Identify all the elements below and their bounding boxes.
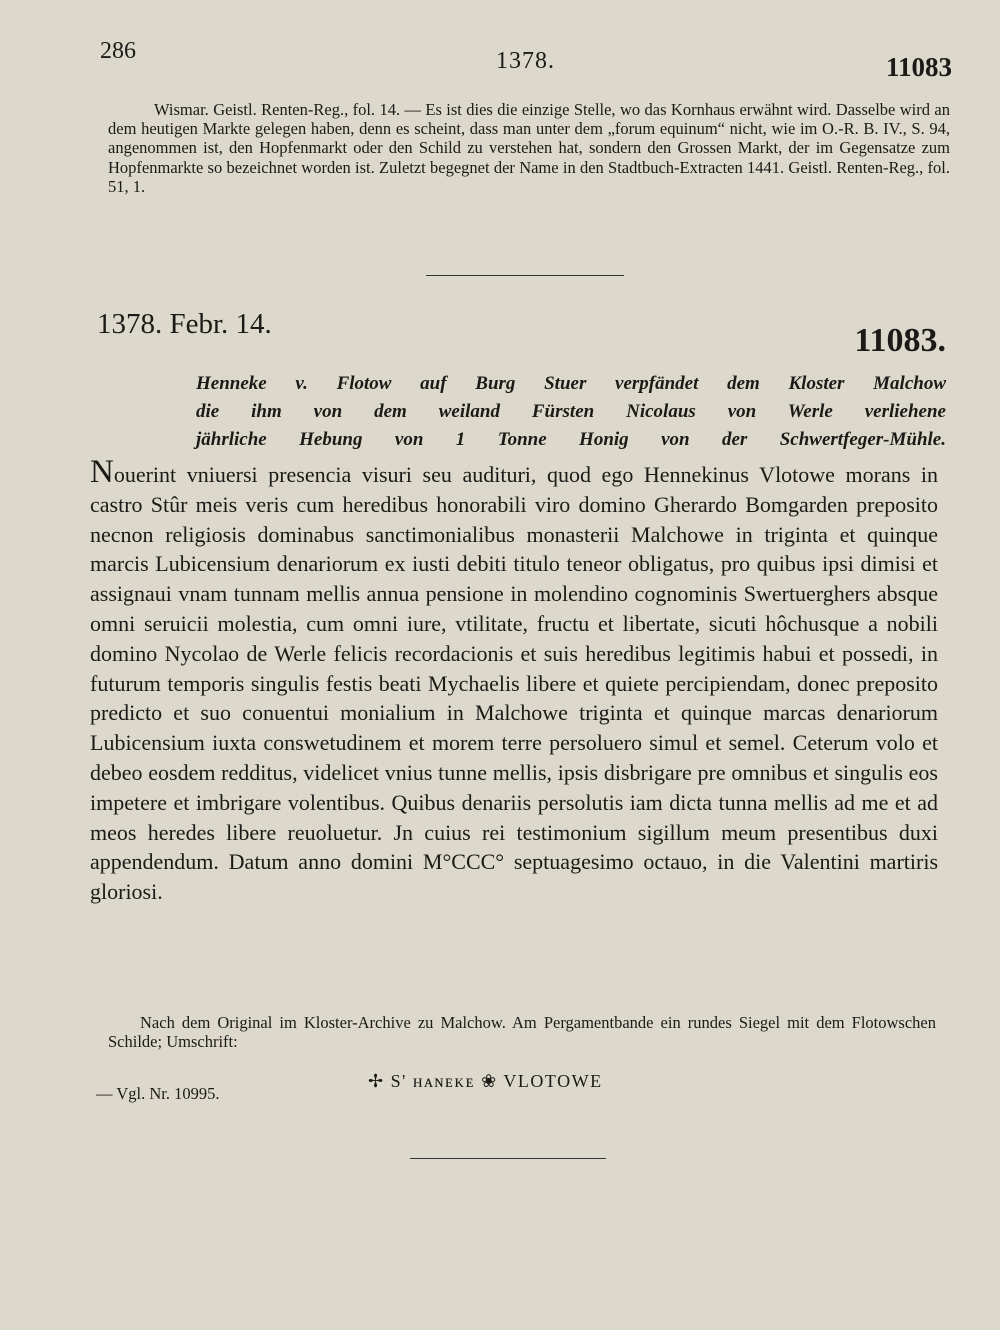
running-head [100, 38, 952, 82]
document-date: 1378. Febr. 14. [97, 308, 272, 340]
previous-document-note: Wismar. Geistl. Renten-Reg., fol. 14. — Es ist dies die einzige Stelle, wo das Kornhaus erwähnt wird. Dasselbe wird an dem heutigen Markte gelegen haben, denn es scheint, dass man unter dem „forum equinum“ nicht, wie im O.-R. B. IV., S. 94, angenommen ist, den Hopfenmarkt oder den Schild zu verstehen hat, sondern den Grossen Markt, der im Gegensatze zum Hopfenmarkte so bezeichnet worden ist. Zuletzt begegnet der Name in den Stadtbuch-Extracten 1441. Geistl. Renten-Reg., fol. 51, 1. [108, 100, 950, 196]
regest-line: jährliche Hebung von 1 Tonne Honig von der Schwertfeger-Mühle. [196, 429, 946, 450]
closing-divider [410, 1158, 606, 1159]
regest-line: Henneke v. Flotow auf Burg Stuer verpfändet dem Kloster Malchow [196, 373, 946, 394]
section-divider [426, 275, 624, 276]
charter-text [90, 454, 938, 907]
regest-summary [196, 370, 946, 454]
initial-letter: N [90, 454, 114, 490]
page-number: 286 [100, 38, 136, 64]
regest-line: die ihm von dem weiland Fürsten Nicolaus von Werle verliehene [196, 401, 946, 422]
running-head-document-number: 11083 [885, 52, 952, 82]
source-note: Nach dem Original im Kloster-Archive zu Malchow. Am Pergamentbande ein rundes Siegel mit dem Flotowschen Schilde; Umschrift: [108, 1013, 936, 1051]
document-number: 11083. [854, 322, 946, 359]
seal-inscription: ✢ S' ʜᴀɴᴇᴋᴇ ❀ VLOTOWE [368, 1071, 603, 1091]
running-head-year: 1378. [496, 48, 555, 74]
charter-text-body: ouerint vniuersi presencia visuri seu audituri, quod ego Hennekinus Vlotowe morans in castro Stûr meis veris cum heredibus honorabili viro domino Gherardo Bomgarden preposito necnon religiosis dominabus sanctimonialibus monasterii Malchowe in triginta et quinque marcis Lubicensium denariorum ex iusti debiti titulo teneor obligatus, pro quibus ipsi dimisi et assignaui vnam tunnam mellis annua pensione in molendino cognominis Swertuerghers absque omni seruicii molestia, cum omni iure, vtilitate, fructu et libertate, sicuti hôchusque a nobili domino Nycolao de Werle felicis recordacionis et suis heredibus legitimis habui et possedi, in futurum temporis singulis festis beati Mychaelis libere et quiete percipiendam, donec preposito predicto et suo conuentui monialium in Malchowe triginta et quinque marcas denariorum Lubicensium iuxta conswetudinem et morem terre persoluero simul et semel. Ceterum volo et debeo eosdem redditus, videlicet vnius tunne mellis, ipsis disbrigare pre omnibus et singulis eos impetere et imbrigare volentibus. Quibus denariis persolutis iam dicta tunna mellis ad me et ad meos heredes libere reuoluetur. Jn cuius rei testimonium sigillum meum presentibus duxi appendendum. Datum anno domini M°CCC° septuagesimo octauo, in die Valentini martiris gloriosi. [90, 462, 938, 905]
cross-reference: — Vgl. Nr. 10995. [96, 1084, 220, 1103]
